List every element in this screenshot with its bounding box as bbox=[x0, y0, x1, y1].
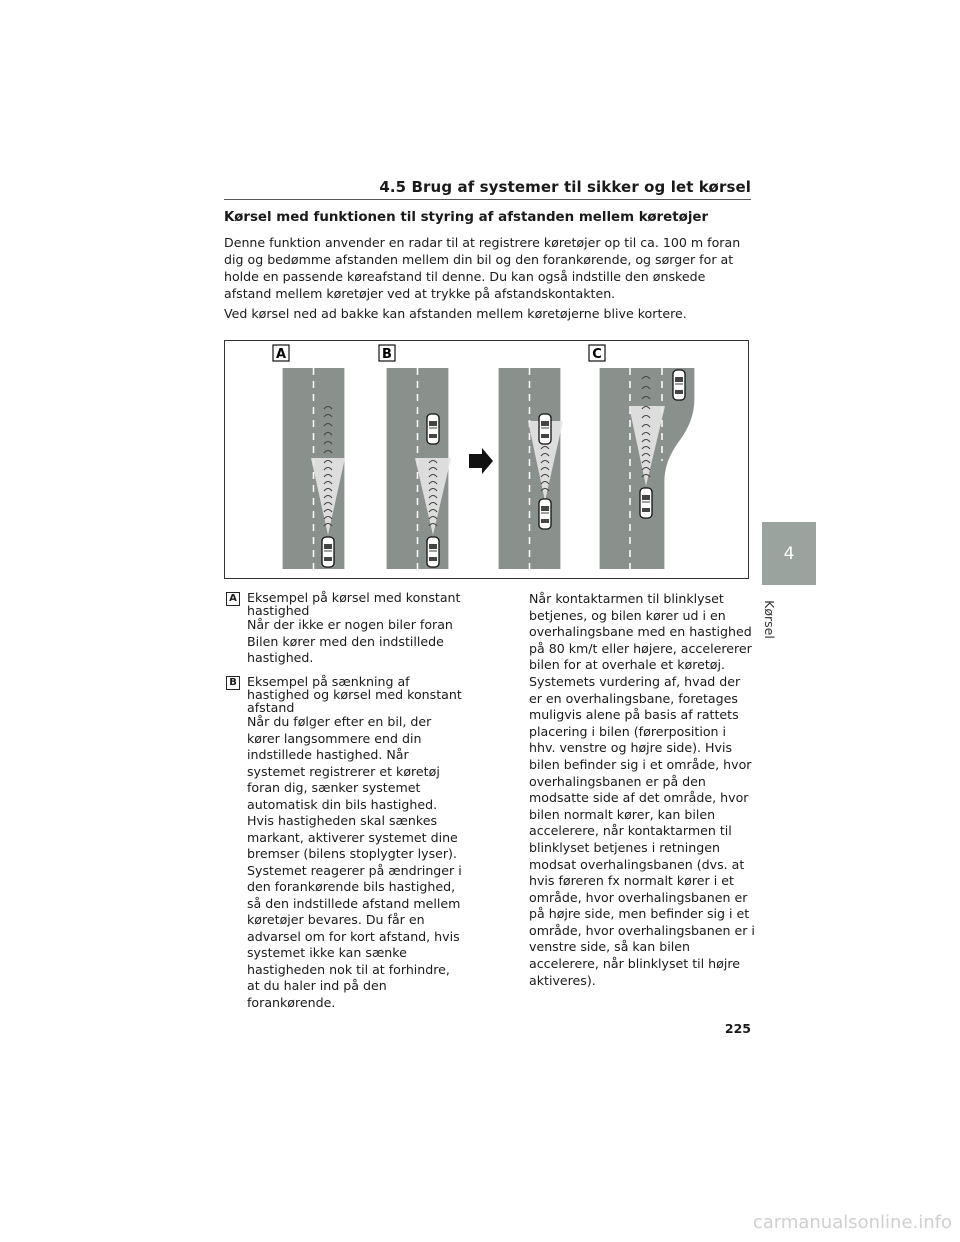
watermark: carmanualsonline.info bbox=[752, 1212, 952, 1233]
list-item-a bbox=[226, 591, 466, 667]
label-b: B bbox=[382, 347, 392, 362]
chapter-label-wrap bbox=[758, 592, 786, 652]
distance-control-illustration bbox=[224, 340, 749, 579]
lead-car-b2 bbox=[539, 414, 551, 444]
section-heading: Kørsel med funktionen til styring af afstanden mellem køretøjer bbox=[224, 210, 709, 225]
road-b bbox=[386, 368, 451, 569]
own-car-b bbox=[427, 537, 439, 567]
lead-car-c bbox=[673, 370, 685, 400]
badge-b: B bbox=[226, 676, 240, 690]
own-car-b2 bbox=[539, 499, 551, 529]
badge-a: A bbox=[226, 592, 240, 606]
intro-paragraph: Denne funktion anvender en radar til at registrere køretøjer op til ca. 100 m foran dig og bedømme afstanden mellem din bil og den forankørende, og sørger for at holde en passende køreafstand til denne. Du kan også indstille den ønskede afstand mellem køretøjer ved at trykke på afstandskontakten. bbox=[224, 235, 741, 301]
list-item-b bbox=[226, 675, 466, 1011]
lead-car-b bbox=[427, 414, 439, 444]
section-header: 4.5 Brug af systemer til sikker og let kørsel bbox=[379, 178, 751, 196]
label-c: C bbox=[592, 347, 602, 362]
passing-lane-text: Når kontaktarmen til blinklyset betjenes, og bilen kører ud i en overhalingsbane med en hastighed på 80 km/t eller højere, accelererer bilen for at overhale et køretøj. Systemets vurdering af, hvad der er en overhalingsbane, foretages muligvis alene på basis af rattets placering i bilen (førerposition i hhv. venstre og højre side). Hvis bilen befinder sig i et område, hvor overhalingsbanen er på den modsatte side af det område, hvor bilen normalt kører, kan bilen accelerere, når kontaktarmen til blinklyset betjenes i retningen modsat overhalingsbanen (dvs. at hvis føreren fx normalt kører i et område, hvor overhalingsbanen er på højre side, men befinder sig i et område, hvor overhalingsbanen er i venstre side, så kan bilen accelerere, når blinklyset til højre aktiveres). bbox=[529, 591, 755, 988]
label-a: A bbox=[275, 347, 287, 362]
item-b-body: Når du følger efter en bil, der kører langsommere end din indstillede hastighed. Når systemet registrerer et køretøj foran dig, sænker systemet automatisk din bils hastighed. Hvis hastigheden skal sænkes markant, aktiverer systemet dine bremser (bilens stoplygter lyser). Systemet reagerer på ændringer i den forankørende bils hastighed, så den indstillede afstand mellem køretøjer bevares. Du får en advarsel om for kort afstand, hvis systemet ikke kan sænke hastigheden nok til at forhindre, at du haler ind på den forankørende. bbox=[247, 714, 462, 1010]
own-car-a bbox=[322, 537, 334, 567]
label-c-box bbox=[589, 345, 605, 362]
label-b-box bbox=[379, 345, 395, 362]
downhill-paragraph: Ved kørsel ned ad bakke kan afstanden mellem køretøjerne blive kortere. bbox=[224, 306, 687, 321]
road-a bbox=[282, 368, 345, 569]
item-a-body: Når der ikke er nogen biler foran Bilen kører med den indstillede hastighed. bbox=[247, 617, 453, 665]
road-b2 bbox=[498, 368, 563, 569]
section-divider bbox=[224, 199, 751, 200]
chapter-label: Kørsel bbox=[761, 600, 777, 639]
label-a-box bbox=[273, 345, 289, 362]
item-a-title: Eksempel på kørsel med konstant hastighed bbox=[247, 590, 461, 618]
chapter-number: 4 bbox=[783, 544, 795, 564]
road-c bbox=[599, 368, 695, 569]
own-car-c bbox=[640, 488, 652, 518]
item-b-title: Eksempel på sænkning af hastighed og kørsel med konstant afstand bbox=[247, 674, 462, 715]
illustration-svg bbox=[225, 341, 748, 578]
page-number: 225 bbox=[724, 1021, 751, 1036]
transition-arrow-icon bbox=[469, 448, 493, 474]
